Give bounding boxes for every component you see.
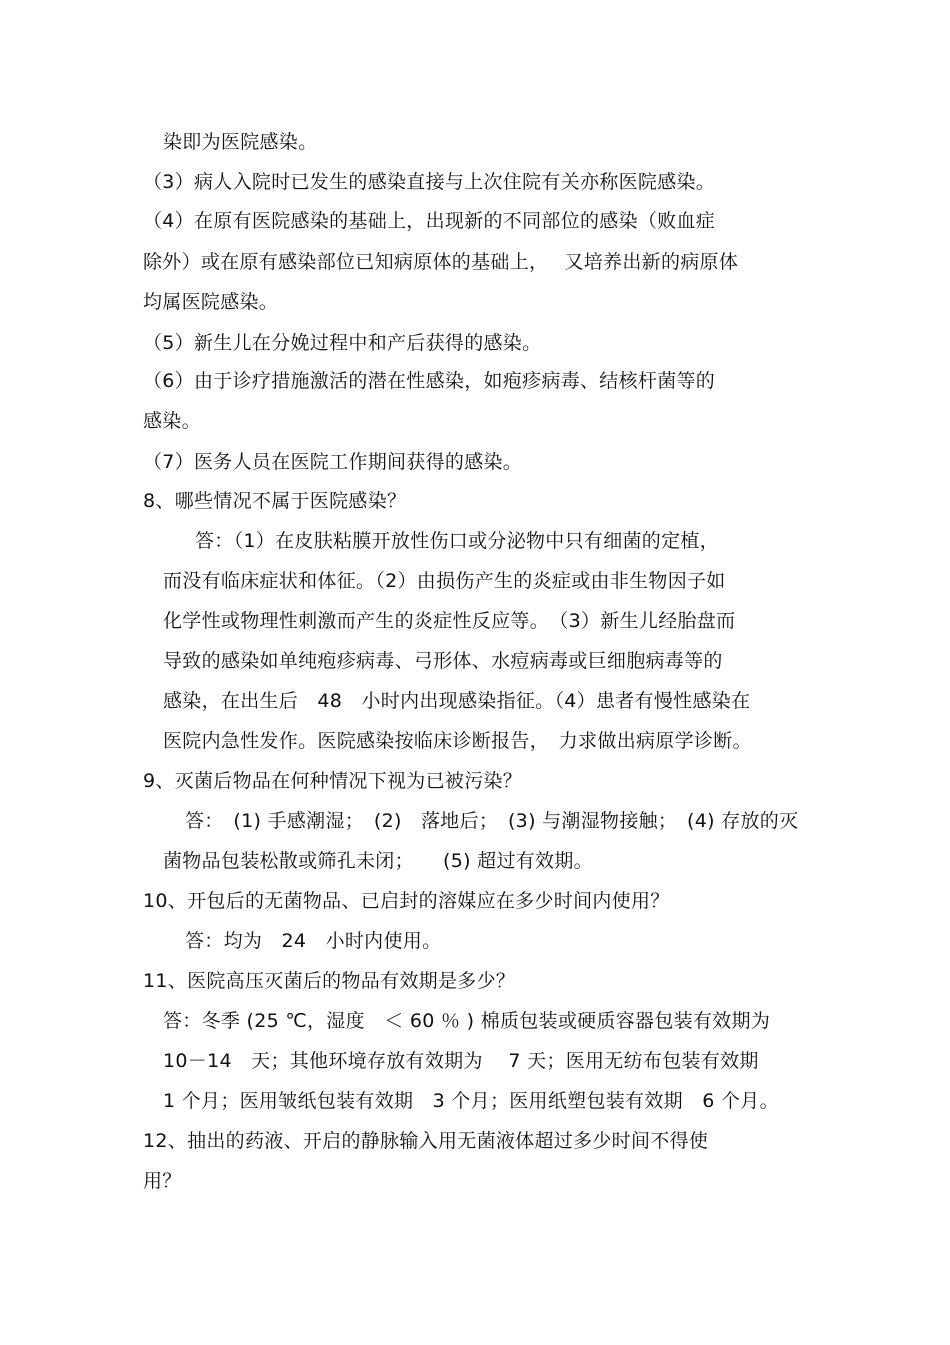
text-line: （5）新生儿在分娩过程中和产后获得的感染。	[143, 332, 542, 354]
text-line: 染即为医院感染。	[163, 131, 318, 153]
text-line: 感染，在出生后 48 小时内出现感染指征。（4）患者有慢性感染在	[163, 690, 751, 712]
text-line: 感染。	[143, 410, 201, 432]
section-heading: 11、医院高压灭菌后的物品有效期是多少？	[143, 970, 516, 992]
section-heading: 12、抽出的药液、开启的静脉输入用无菌液体超过多少时间不得使	[143, 1130, 709, 1152]
text-line: 医院内急性发作。医院感染按临床诊断报告， 力求做出病原学诊断。	[163, 730, 752, 752]
text-line: 答：冬季 (25 ℃，湿度 ＜ 60 ％ ) 棉质包装或硬质容器包装有效期为	[163, 1010, 771, 1032]
text-line: 除外）或在原有感染部位已知病原体的基础上， 又培养出新的病原体	[143, 251, 739, 273]
text-line: 菌物品包装松散或筛孔未闭； (5) 超过有效期。	[163, 850, 593, 872]
section-heading: 9、灭菌后物品在何种情况下视为已被污染？	[143, 770, 523, 792]
text-line: 而没有临床症状和体征。（2）由损伤产生的炎症或由非生物因子如	[163, 570, 726, 592]
section-heading: 8、哪些情况不属于医院感染？	[143, 490, 407, 512]
text-line: 化学性或物理性刺激而产生的炎症性反应等。 （3）新生儿经胎盘而	[163, 610, 736, 632]
text-line: 用？	[143, 1170, 182, 1192]
text-line: 导致的感染如单纯疱疹病毒、弓形体、水痘病毒或巨细胞病毒等的	[163, 650, 723, 672]
text-line: （3）病人入院时已发生的感染直接与上次住院有关亦称医院感染。	[143, 171, 716, 193]
text-line: 答：均为 24 小时内使用。	[185, 930, 442, 952]
text-line: 答： (1) 手感潮湿； (2) 落地后； (3) 与潮湿物接触； (4) 存放的灭	[185, 810, 799, 832]
text-line: 答：（1）在皮肤粘膜开放性伤口或分泌物中只有细菌的定植，	[195, 530, 719, 552]
text-line: （6）由于诊疗措施激活的潜在性感染，如疱疹病毒、结核杆菌等的	[143, 370, 716, 392]
text-line: 1 个月；医用皱纸包装有效期 3 个月；医用纸塑包装有效期 6 个月。	[163, 1090, 779, 1112]
text-line: （4）在原有医院感染的基础上，出现新的不同部位的感染（败血症	[143, 210, 716, 232]
text-line: （7）医务人员在医院工作期间获得的感染。	[143, 451, 523, 473]
text-line: 均属医院感染。	[143, 291, 279, 313]
text-line: 10－14 天；其他环境存放有效期为 7 天；医用无纺布包装有效期	[163, 1050, 759, 1072]
section-heading: 10、开包后的无菌物品、已启封的溶媒应在多少时间内使用？	[143, 890, 670, 912]
